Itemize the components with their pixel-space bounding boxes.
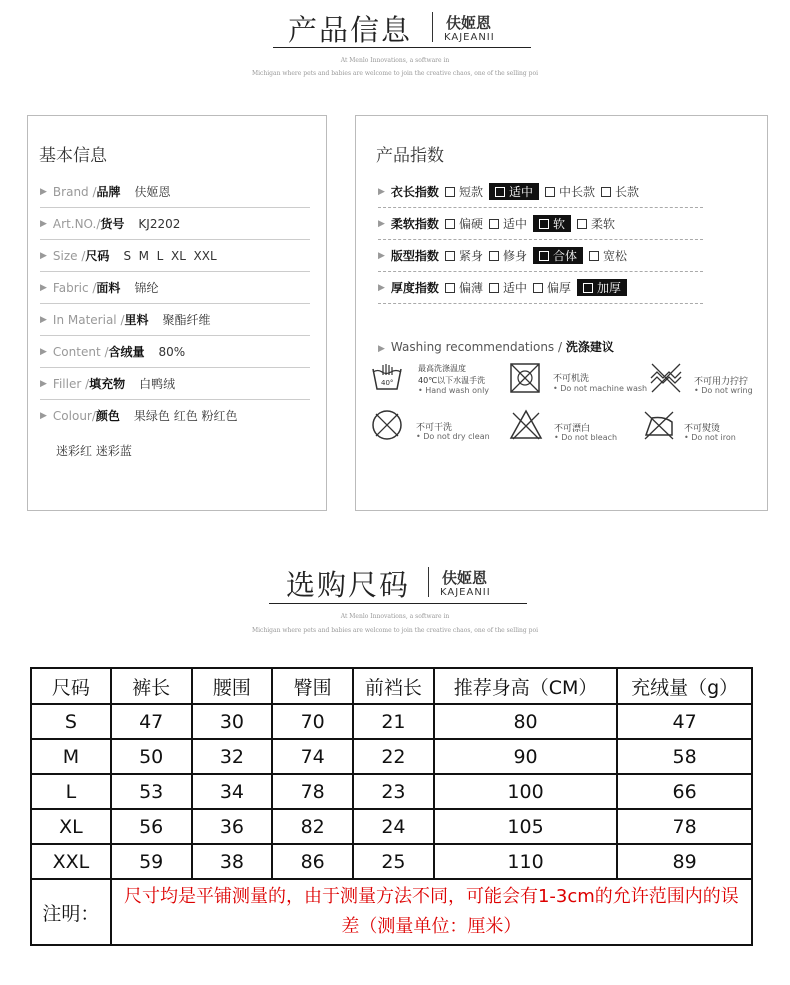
wash-item-no-bleach (508, 408, 648, 448)
index-option (445, 183, 483, 200)
hand-wash-icon (370, 361, 404, 393)
index-option-label: 中长款 (558, 185, 595, 199)
arrow-icon: ▶ (40, 346, 47, 357)
table-cell: 86 (272, 844, 353, 879)
index-option-selected (489, 183, 539, 200)
arrow-icon: ▶ (40, 282, 47, 293)
wash-label-cn: 不可漂白 (554, 424, 591, 434)
divider (428, 567, 429, 597)
wash-item-no-wring (648, 361, 766, 401)
info-row-content (40, 336, 310, 368)
info-label-cn: 填充物 (89, 377, 126, 391)
checkbox-icon (489, 251, 499, 261)
size-table (30, 667, 753, 946)
table-header-cell: 推荐身高（CM） (434, 668, 617, 704)
no-wring-icon (648, 361, 684, 395)
index-row (378, 272, 703, 304)
wash-label-cn: 不可干洗 (416, 423, 453, 433)
index-option (489, 279, 527, 296)
washing-header-cn: 洗涤建议 (565, 340, 614, 354)
index-option-label: 适中 (502, 217, 527, 231)
info-label-en: Colour/ (52, 408, 96, 423)
arrow-icon: ▶ (40, 250, 47, 261)
index-option-label: 适中 (508, 185, 533, 199)
wash-label-cn: 不可机洗 (553, 374, 590, 384)
index-option-selected (533, 215, 571, 232)
checkbox-icon (583, 283, 593, 293)
info-value: 白鸭绒 (139, 377, 176, 391)
table-row (31, 809, 752, 844)
info-label-cn: 含绒量 (108, 345, 145, 359)
index-label: 柔软指数 (390, 217, 439, 231)
checkbox-icon (495, 187, 505, 197)
info-row-size (40, 240, 310, 272)
arrow-icon: ▶ (378, 344, 385, 354)
panel-title: 基本信息 (39, 146, 107, 166)
index-option (577, 215, 615, 232)
checkbox-icon (539, 219, 549, 229)
info-value: 80% (158, 344, 186, 359)
index-label: 衣长指数 (390, 185, 439, 199)
wash-label-cn: 不可熨烫 (684, 424, 721, 434)
index-option (545, 183, 595, 200)
table-cell: XXL (31, 844, 111, 879)
info-row-filler (40, 368, 310, 400)
wash-label-en: • Hand wash only (418, 386, 490, 395)
info-label-cn: 面料 (96, 281, 121, 295)
table-cell: 21 (353, 704, 434, 739)
table-cell: 66 (617, 774, 752, 809)
index-option-label: 长款 (614, 185, 639, 199)
table-cell: 53 (111, 774, 192, 809)
wash-temp-label: 40° (381, 379, 394, 387)
arrow-icon: ▶ (40, 218, 47, 229)
wash-item-hand-wash (370, 361, 510, 401)
table-cell: 78 (272, 774, 353, 809)
index-option-label: 合体 (552, 249, 577, 263)
table-cell: 80 (434, 704, 617, 739)
table-cell: 100 (434, 774, 617, 809)
tagline: Michigan where pets and babies are welcome to join the creative chaos, one of the selling poi (251, 627, 539, 634)
basic-info-panel (27, 115, 327, 511)
index-option (445, 279, 483, 296)
info-label-en: Brand / (52, 184, 97, 199)
no-machine-wash-icon (508, 361, 542, 395)
index-option-selected (533, 247, 583, 264)
arrow-icon: ▶ (40, 410, 47, 421)
index-option (489, 215, 527, 232)
table-cell: 89 (617, 844, 752, 879)
index-option (601, 183, 639, 200)
wash-item-no-dry-clean (370, 408, 510, 448)
index-option-label: 柔软 (590, 217, 615, 231)
index-option-selected (577, 279, 627, 296)
arrow-icon: ▶ (378, 250, 385, 261)
index-row (378, 240, 703, 272)
table-note-row (31, 879, 752, 945)
table-row (31, 844, 752, 879)
info-label-en: Filler / (52, 376, 90, 391)
table-cell: 78 (617, 809, 752, 844)
table-cell: 47 (111, 704, 192, 739)
table-header-cell: 尺码 (31, 668, 111, 704)
info-row-brand (40, 176, 310, 208)
table-cell: 32 (192, 739, 273, 774)
checkbox-icon (601, 187, 611, 197)
index-option (445, 247, 483, 264)
brand-name-en: KAJEANII (444, 32, 495, 43)
table-header-cell: 腰围 (192, 668, 273, 704)
wash-label-cn: 40℃以下水温手洗 (418, 376, 486, 385)
table-cell: 38 (192, 844, 273, 879)
table-cell: 70 (272, 704, 353, 739)
index-row (378, 208, 703, 240)
table-cell: 34 (192, 774, 273, 809)
info-label-en: Content / (52, 344, 109, 359)
table-cell: XL (31, 809, 111, 844)
index-option-label: 短款 (458, 185, 483, 199)
arrow-icon: ▶ (378, 282, 385, 293)
tagline: At Menlo Innovations, a software in (340, 613, 450, 620)
arrow-icon: ▶ (40, 314, 47, 325)
table-row (31, 739, 752, 774)
info-value: 果绿色 红色 粉红色 (133, 409, 238, 423)
info-label-cn: 品牌 (96, 185, 121, 199)
checkbox-icon (545, 187, 555, 197)
wash-label-en: • Do not wring (694, 386, 753, 395)
index-option (589, 247, 627, 264)
info-row-art-no (40, 208, 310, 240)
table-cell: 110 (434, 844, 617, 879)
index-option-label: 偏薄 (458, 281, 483, 295)
tagline: Michigan where pets and babies are welcome to join the creative chaos, one of the selling poi (251, 70, 539, 77)
section-title: 选购尺码 (286, 568, 411, 602)
checkbox-icon (577, 219, 587, 229)
wash-item-no-machine-wash (508, 361, 648, 401)
table-cell: 56 (111, 809, 192, 844)
checkbox-icon (589, 251, 599, 261)
product-index-panel (355, 115, 768, 511)
wash-label-cn: 不可用力拧拧 (694, 377, 749, 387)
info-value: KJ2202 (138, 216, 181, 231)
table-cell: 59 (111, 844, 192, 879)
table-cell: 23 (353, 774, 434, 809)
info-label-en: In Material / (52, 312, 125, 327)
brand-name-en: KAJEANII (440, 587, 491, 598)
index-option-label: 加厚 (596, 281, 621, 295)
table-cell: 24 (353, 809, 434, 844)
info-label-cn: 里料 (124, 313, 149, 327)
checkbox-icon (489, 219, 499, 229)
no-iron-icon (642, 408, 676, 442)
table-cell: 22 (353, 739, 434, 774)
table-cell: S (31, 704, 111, 739)
table-cell: 30 (192, 704, 273, 739)
wash-label-en: • Do not bleach (554, 433, 618, 442)
checkbox-icon (489, 283, 499, 293)
no-dry-clean-icon (370, 408, 404, 442)
info-row-colour (40, 400, 310, 431)
table-cell: M (31, 739, 111, 774)
colour-continued: 迷彩红 迷彩蓝 (56, 444, 132, 458)
table-cell: 25 (353, 844, 434, 879)
index-option-label: 软 (552, 217, 565, 231)
index-option-label: 紧身 (458, 249, 483, 263)
checkbox-icon (445, 187, 455, 197)
index-row (378, 176, 703, 208)
table-cell: 90 (434, 739, 617, 774)
info-label-en: Fabric / (52, 280, 97, 295)
wash-label-en: • Do not machine wash (553, 384, 648, 393)
wash-label-cn: 最高洗涤温度 (418, 364, 466, 373)
info-value: 聚酯纤维 (162, 313, 211, 327)
table-header-cell: 前裆长 (353, 668, 434, 704)
table-cell: 82 (272, 809, 353, 844)
arrow-icon: ▶ (40, 186, 47, 197)
info-label-cn: 尺码 (85, 249, 110, 263)
info-label-cn: 颜色 (95, 409, 120, 423)
table-cell: L (31, 774, 111, 809)
info-label-cn: 货号 (100, 217, 125, 231)
panel-title: 产品指数 (376, 146, 444, 166)
index-option (533, 279, 571, 296)
index-option-label: 适中 (502, 281, 527, 295)
checkbox-icon (445, 219, 455, 229)
table-header-cell: 裤长 (111, 668, 192, 704)
table-cell: 36 (192, 809, 273, 844)
table-row (31, 704, 752, 739)
note-text: 尺寸均是平铺测量的，由于测量方法不同，可能会有1-3cm的允许范围内的误差（测量单位：厘米） (111, 879, 752, 945)
table-header-row (31, 668, 752, 704)
wash-label-en: • Do not dry clean (416, 432, 490, 441)
info-label-en: Size / (52, 248, 86, 263)
note-label: 注明： (31, 879, 111, 945)
brand-name-cn: 伕姬恩 (446, 14, 492, 32)
info-row-fabric (40, 272, 310, 304)
table-cell: 58 (617, 739, 752, 774)
index-option (445, 215, 483, 232)
wash-label-en: • Do not iron (684, 433, 736, 442)
index-option-label: 修身 (502, 249, 527, 263)
table-cell: 105 (434, 809, 617, 844)
index-option (489, 247, 527, 264)
checkbox-icon (539, 251, 549, 261)
index-option-label: 偏硬 (458, 217, 483, 231)
table-cell: 50 (111, 739, 192, 774)
arrow-icon: ▶ (378, 186, 385, 197)
info-value: 锦纶 (134, 281, 159, 295)
washing-header-en: Washing recommendations / (390, 340, 566, 354)
checkbox-icon (445, 251, 455, 261)
index-option-label: 宽松 (602, 249, 627, 263)
table-cell: 74 (272, 739, 353, 774)
info-label-en: Art.NO./ (52, 216, 101, 231)
arrow-icon: ▶ (378, 218, 385, 229)
no-bleach-icon (508, 408, 544, 442)
tagline: At Menlo Innovations, a software in (340, 57, 450, 64)
wash-item-no-iron (642, 408, 764, 448)
index-option-label: 偏厚 (546, 281, 571, 295)
table-header-cell: 臀围 (272, 668, 353, 704)
table-header-cell: 充绒量（g） (617, 668, 752, 704)
info-value: 伕姬恩 (134, 185, 171, 199)
header-rule (269, 603, 527, 604)
index-label: 版型指数 (390, 249, 439, 263)
table-row (31, 774, 752, 809)
info-row-in-material (40, 304, 310, 336)
arrow-icon: ▶ (40, 378, 47, 389)
washing-header (378, 338, 614, 355)
section-title: 产品信息 (288, 13, 413, 47)
info-value: S M L XL XXL (123, 248, 217, 263)
divider (432, 12, 433, 42)
header-rule (273, 47, 531, 48)
brand-name-cn: 伕姬恩 (442, 569, 488, 587)
table-cell: 47 (617, 704, 752, 739)
checkbox-icon (445, 283, 455, 293)
index-label: 厚度指数 (390, 281, 439, 295)
checkbox-icon (533, 283, 543, 293)
